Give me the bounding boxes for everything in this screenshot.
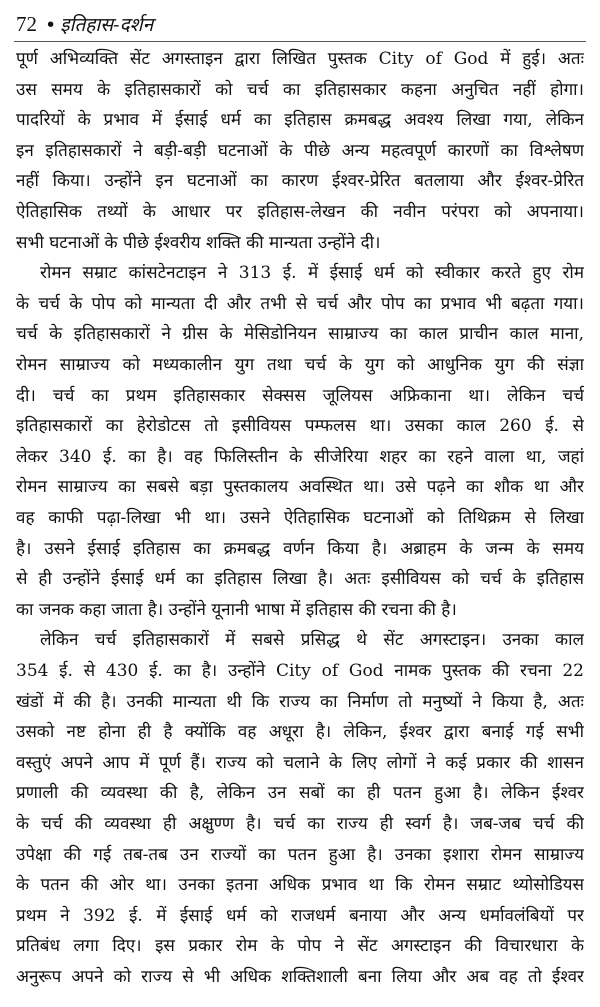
text-line: के चर्च के पोप को मान्यता दी और तभी से चर्च और पोप का प्रभाव भी बढ़ता गया। [16, 293, 584, 314]
text-line: उसको नष्ट होना ही है क्योंकि वह अधूरा है। लेकिन, ईश्वर द्वारा बनाई गई सभी [16, 722, 584, 743]
text-line: प्रतिबंध लगा दिए। इस प्रकार रोम के पोप ने सेंट अगस्टाइन की विचारधारा के [16, 936, 584, 957]
text-line: पादरियों के प्रभाव में ईसाई धर्म का इतिहास क्रमबद्ध अवश्य लिखा गया, लेकिन [16, 110, 584, 131]
text-line: खंडों में की है। उनकी मान्यता थी कि राज्य का निर्माण तो मनुष्यों ने किया है, अतः [16, 691, 584, 712]
text-line: रोमन सम्राट कांसटेनटाइन ने 313 ई. में ईसाई धर्म को स्वीकार करते हुए रोम [40, 263, 584, 284]
text-line: नहीं किया। उन्होंने इन घटनाओं का कारण ईश्वर-प्रेरित बतलाया और ईश्वर-प्रेरित [16, 171, 584, 192]
header-rule [14, 41, 586, 42]
text-line: पूर्ण अभिव्यक्ति सेंट अगस्ताइन द्वारा लिखित पुस्तक City of God में हुई। अतः [16, 49, 584, 69]
text-line: इतिहासकारों का हेरोडोटस तो इसीवियस पम्फलस था। उसका काल 260 ई. से [16, 416, 584, 437]
header-bullet: • [45, 14, 57, 36]
text-line: से ही उन्होंने ईसाई धर्म का इतिहास लिखा है। अतः इसीवियस को चर्च के इतिहास [16, 569, 584, 590]
text-line: प्रथम ने 392 ई. में ईसाई धर्म को राजधर्म बनाया और अन्य धर्मावलंबियों पर [16, 905, 584, 926]
text-line: वह काफी पढ़ा-लिखा भी था। उसने ऐतिहासिक घटनाओं को तिथिक्रम से लिखा [16, 508, 584, 528]
text-line: के चर्च की व्यवस्था ही अक्षुण्ण है। चर्च का राज्य ही स्वर्ग है। जब-जब चर्च की [16, 814, 584, 834]
text-line: उस समय के इतिहासकारों को चर्च का इतिहासकार कहना अनुचित नहीं होगा। [16, 79, 584, 100]
text-line: के पतन की ओर था। उनका इतना अधिक प्रभाव था कि रोमन सम्राट थ्योसोडियस [16, 875, 584, 896]
text-line: सभी घटनाओं के पीछे ईश्वरीय शक्ति की मान्यता उन्होंने दी। [16, 232, 381, 253]
text-line: वस्तुएं अपने आप में पूर्ण हैं। राज्य को चलाने के लिए लोगों ने कई प्रकार की शासन [16, 752, 584, 773]
text-line: दी। चर्च का प्रथम इतिहासकार सेक्सस जूलियस अफ्रिकाना था। लेकिन चर्च [16, 385, 584, 406]
running-header [16, 9, 153, 39]
page-number: 72 [16, 12, 37, 36]
text-line: लेकर 340 ई. का है। वह फिलिस्तीन के सीजेरिया शहर का रहने वाला था, जहां [16, 446, 584, 467]
text-line: है। उसने ईसाई इतिहास का क्रमबद्ध वर्णन किया है। अब्राहम के जन्म के समय [16, 538, 584, 559]
text-line: उपेक्षा की गई तब-तब उन राज्यों का पतन हुआ है। उनका इशारा रोमन साम्राज्य [16, 844, 584, 865]
text-line: अनुरूप अपने को राज्य से भी अधिक शक्तिशाली बना लिया और अब वह तो ईश्वर [16, 967, 584, 987]
text-line: प्रणाली की व्यवस्था की है, लेकिन उन सबों का ही पतन हुआ है। लेकिन ईश्वर [16, 783, 584, 804]
text-line: चर्च के इतिहासकारों ने ग्रीस के मेसिडोनियन साम्राज्य का काल प्राचीन काल माना, [16, 324, 584, 345]
text-line: का जनक कहा जाता है। उन्होंने यूनानी भाषा में इतिहास की रचना की है। [16, 599, 457, 620]
book-title: इतिहास-दर्शन [60, 14, 154, 36]
text-line: रोमन साम्राज्य को मध्यकालीन युग तथा चर्च के युग को आधुनिक युग की संज्ञा [16, 355, 584, 375]
text-line: रोमन साम्राज्य का सबसे बड़ा पुस्तकालय अवस्थित था। उसे पढ़ने का शौक था और [16, 477, 584, 498]
text-line: इन इतिहासकारों ने बड़ी-बड़ी घटनाओं के पीछे अन्य महत्वपूर्ण कारणों का विश्लेषण [16, 140, 584, 161]
text-line: लेकिन चर्च इतिहासकारों में सबसे प्रसिद्ध थे सेंट अगस्टाइन। उनका काल [40, 630, 584, 651]
text-line: 354 ई. से 430 ई. का है। उन्होंने City of God नामक पुस्तक की रचना 22 [16, 661, 584, 681]
text-line: ऐतिहासिक तथ्यों के आधार पर इतिहास-लेखन की नवीन परंपरा को अपनाया। [16, 202, 584, 222]
